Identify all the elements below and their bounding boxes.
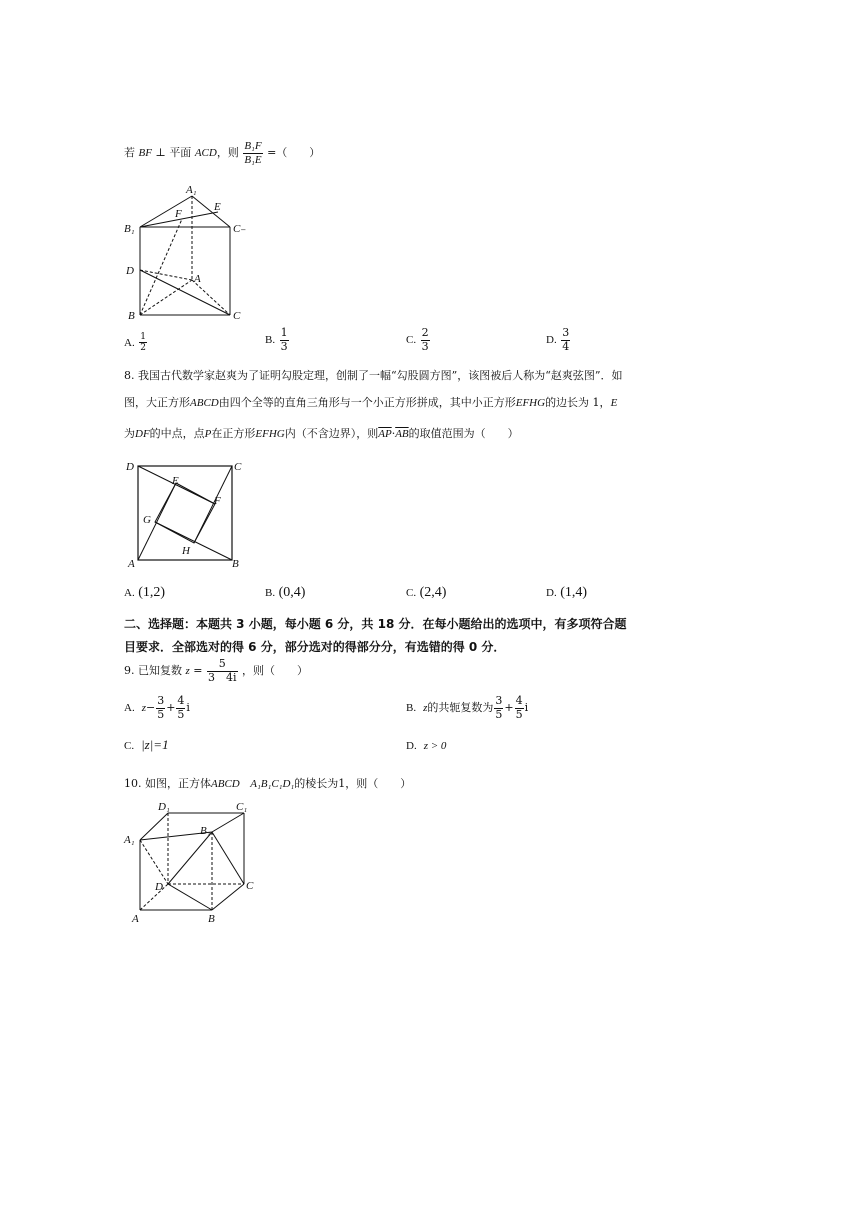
- q8-small-square: [155, 483, 215, 543]
- q7-label-b1: B₁: [124, 223, 135, 235]
- q8-vec-ab: $\overline{AB}$: [395, 428, 409, 440]
- q8-option-c-value: (2,4): [419, 585, 447, 600]
- q7-label-c1: C₋: [233, 223, 247, 235]
- q7-edge-a1c1: [192, 196, 230, 227]
- q7-ratio: [243, 140, 262, 166]
- q8-option-a-value: (1,2): [138, 585, 166, 600]
- q9-option-b-z: z: [423, 702, 428, 715]
- q8-line3-c: 在正方形: [211, 427, 256, 440]
- q9-option-b-plus: +: [504, 701, 514, 715]
- q7-bf: BF: [138, 147, 152, 160]
- q8-line2: [124, 394, 617, 410]
- q10-edge-bc: [212, 884, 244, 910]
- q10-label-d: D: [155, 881, 163, 893]
- q8-efhg2: EFHG: [255, 428, 285, 440]
- q9-option-a-i: i: [186, 701, 190, 715]
- q8-line3: [124, 425, 519, 441]
- q10-abcd: ABCD: [211, 778, 240, 790]
- q7-acd: ACD: [194, 147, 217, 160]
- q7-stem-prefix: 若: [124, 146, 135, 160]
- q8-label-h: H: [182, 545, 190, 557]
- q7-option-d-label: D.: [546, 334, 557, 347]
- q8-abcd: ABCD: [190, 397, 219, 409]
- q7-edge-ba: [140, 280, 192, 315]
- q8-line1: 8. 我国古代数学家赵爽为了证明勾股定理，创制了一幅“勾股圆方图”，该图被后人称为“赵爽弦图”．如: [124, 369, 623, 382]
- q9-stem: [124, 658, 308, 684]
- q10-label-b1: B₁: [200, 825, 211, 837]
- q7-ratio-den: B₁E: [244, 153, 262, 166]
- q10-stem: [124, 775, 411, 791]
- q10-edge-b1c: [212, 832, 244, 884]
- q9-stem-b: ，则（ ）: [242, 664, 309, 678]
- q9-option-b-frac1: $\frac{3}{5}$: [495, 694, 503, 721]
- q9-stem-a: 9. 已知复数: [124, 664, 182, 678]
- q10-stem-b: 的棱长为1，则（ ）: [294, 777, 412, 790]
- q7-label-e: E: [214, 201, 221, 213]
- q8-efhg: EFHG: [515, 397, 546, 409]
- q7-eq: =（ ）: [267, 146, 321, 160]
- q9-option-a-frac1: $\frac{3}{5}$: [157, 694, 165, 721]
- q10-edge-a1d1: [140, 813, 168, 840]
- q8-label-c: C: [234, 461, 242, 473]
- q9-option-a-z: z: [141, 702, 146, 715]
- q7-label-d: D: [126, 265, 134, 277]
- q10-edge-db: [168, 884, 212, 910]
- q7-option-d[interactable]: [546, 327, 571, 353]
- q8-df: DF: [135, 428, 150, 440]
- q10-figure: [120, 796, 265, 931]
- q7-option-a[interactable]: [124, 332, 148, 354]
- q7-option-b[interactable]: [265, 327, 290, 353]
- q8-line3-e: 的取值范围为（ ）: [408, 427, 519, 440]
- q8-label-f: F: [214, 495, 221, 507]
- q9-option-b-i: i: [524, 701, 529, 715]
- q9-option-a-minus: −: [145, 701, 156, 715]
- q7-option-b-label: B.: [265, 334, 276, 347]
- q8-option-a-label: A.: [124, 587, 135, 599]
- q7-perp: ⊥: [155, 146, 166, 160]
- q7-figure: [118, 180, 258, 325]
- q7-label-b: B: [128, 310, 135, 322]
- q8-option-d-value: (1,4): [560, 585, 588, 600]
- q10-edge-ad: [140, 884, 168, 910]
- q8-option-d[interactable]: [546, 585, 587, 601]
- q9-option-d[interactable]: [406, 739, 446, 752]
- q8-line2-a: 图，大正方形: [124, 396, 190, 409]
- q9-option-b-text: 的共轭复数为: [427, 701, 494, 715]
- q8-label-d: D: [126, 461, 134, 473]
- q8-label-a: A: [128, 558, 135, 570]
- q7-edge-da: [140, 270, 192, 280]
- section2-heading-line2: 目要求．全部选对的得 6 分，部分选对的得部分分，有选错的得 0 分．: [124, 640, 506, 654]
- q10-label-c: C: [246, 880, 254, 892]
- q7-stem: [124, 140, 320, 166]
- q8-option-b-label: B.: [265, 587, 276, 599]
- q10-a1b1c1d1: A₁B₁C₁D₁: [250, 778, 295, 790]
- q7-option-c-label: C.: [406, 334, 417, 347]
- q10-label-c1: C₁: [236, 801, 248, 813]
- q8-option-b-value: (0,4): [278, 585, 306, 600]
- q9-option-c-value: |z|=1: [141, 737, 169, 752]
- q9-option-a-label: A.: [124, 702, 135, 715]
- q10-label-d1: D₁: [158, 801, 170, 813]
- q8-dot: ·: [391, 427, 396, 440]
- q10-label-a1: A₁: [124, 834, 135, 846]
- q10-edge-b1d: [168, 832, 212, 884]
- q7-label-a: A: [194, 273, 201, 285]
- q10-stem-a: 10. 如图，正方体: [124, 777, 211, 790]
- q7-label-a1: A₁: [186, 184, 197, 196]
- q7-label-c: C: [233, 310, 241, 322]
- q8-figure: [122, 456, 247, 571]
- q7-option-a-label: A.: [124, 336, 135, 349]
- q10-label-a: A: [132, 913, 139, 925]
- q7-plane: 平面: [169, 146, 192, 160]
- q8-label-e: E: [172, 475, 179, 487]
- q7-option-a-value: $\frac{1}{2}$: [140, 332, 146, 354]
- q8-p: P: [204, 428, 212, 440]
- q9-option-a-plus: +: [166, 701, 176, 715]
- q8-option-c[interactable]: [406, 585, 446, 601]
- q9-option-a-frac2: $\frac{4}{5}$: [177, 694, 185, 721]
- q9-option-b-frac2: $\frac{4}{5}$: [515, 694, 523, 721]
- q7-ratio-num: B₁F: [244, 140, 262, 152]
- q9-option-d-label: D.: [406, 740, 417, 752]
- q7-edge-ac: [192, 280, 230, 315]
- q8-option-c-label: C.: [406, 587, 417, 599]
- q10-edge-b1c1: [212, 813, 244, 832]
- q9-option-a[interactable]: [124, 695, 190, 721]
- q9-option-c[interactable]: [124, 737, 169, 753]
- q7-option-c-value: $\frac{2}{3}$: [421, 326, 429, 353]
- q7-then: ，则: [216, 146, 239, 160]
- q8-label-g: G: [143, 514, 151, 526]
- q9-option-b[interactable]: [406, 695, 528, 721]
- q8-vec-ap: $\overline{AP}$: [378, 428, 392, 440]
- q7-edge-dc: [140, 270, 230, 315]
- q8-line2-b: 由四个全等的直角三角形与一个小正方形拼成，其中小正方形: [218, 396, 516, 409]
- q7-label-f: F: [175, 208, 182, 220]
- q8-e: E: [610, 397, 618, 409]
- q8-option-b[interactable]: [265, 585, 305, 601]
- q9-eq: =: [193, 664, 203, 678]
- q9-fraction: $\frac{5}{3 4i}$: [208, 657, 237, 684]
- q7-option-d-value: $\frac{3}{4}$: [562, 326, 570, 353]
- q8-line3-a: 为: [124, 427, 135, 440]
- q9-option-c-label: C.: [124, 740, 135, 752]
- q8-option-a[interactable]: [124, 585, 165, 601]
- q7-option-c[interactable]: [406, 327, 431, 353]
- q8-line2-c: 的边长为 1，: [545, 396, 611, 409]
- q8-label-b: B: [232, 558, 239, 570]
- q9-z: z: [185, 665, 190, 678]
- section2-heading-line1: 二、选择题：本题共 3 小题，每小题 6 分，共 18 分．在每小题给出的选项中，有多项符合题: [124, 617, 627, 631]
- q8-line3-b: 的中点，点: [149, 427, 205, 440]
- q10-label-b: B: [208, 913, 215, 925]
- q8-option-d-label: D.: [546, 587, 557, 599]
- q8-line3-d: 内（不含边界），则: [284, 427, 379, 440]
- q7-option-b-value: $\frac{1}{3}$: [280, 326, 288, 353]
- q9-option-b-label: B.: [406, 702, 417, 715]
- q10-edge-a1d: [140, 840, 168, 884]
- q9-option-d-value: z > 0: [423, 740, 447, 752]
